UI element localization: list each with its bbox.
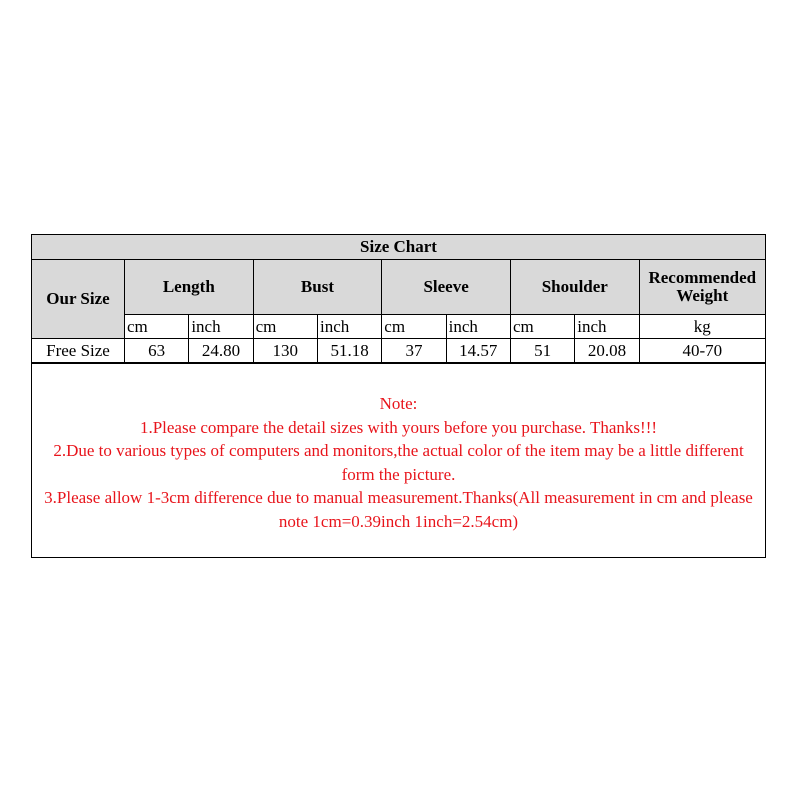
- unit-bust-inch: inch: [317, 315, 381, 339]
- size-table: [32, 235, 765, 363]
- cell-length-cm: 63: [124, 339, 188, 363]
- unit-bust-cm: cm: [253, 315, 317, 339]
- cell-bust-inch: 51.18: [317, 339, 381, 363]
- header-our-size: Our Size: [32, 260, 124, 339]
- table-title: Size Chart: [32, 235, 765, 260]
- header-length: Length: [124, 260, 253, 315]
- cell-bust-cm: 130: [253, 339, 317, 363]
- unit-sleeve-inch: inch: [446, 315, 510, 339]
- unit-length-cm: cm: [124, 315, 188, 339]
- header-weight: Recommended Weight: [639, 260, 765, 315]
- cell-shoulder-cm: 51: [510, 339, 574, 363]
- note-line-2: 2.Due to various types of computers and monitors,the actual color of the item may be a little different form the picture.: [53, 441, 744, 484]
- header-bust: Bust: [253, 260, 382, 315]
- unit-shoulder-inch: inch: [575, 315, 639, 339]
- notes-section: [32, 363, 765, 557]
- cell-sleeve-cm: 37: [382, 339, 446, 363]
- header-sleeve: Sleeve: [382, 260, 511, 315]
- cell-weight: 40-70: [639, 339, 765, 363]
- header-shoulder: Shoulder: [510, 260, 639, 315]
- unit-shoulder-cm: cm: [510, 315, 574, 339]
- size-chart: [31, 234, 766, 558]
- table-row: [32, 339, 765, 363]
- cell-shoulder-inch: 20.08: [575, 339, 639, 363]
- unit-length-inch: inch: [189, 315, 253, 339]
- note-heading: Note:: [379, 394, 418, 413]
- cell-length-inch: 24.80: [189, 339, 253, 363]
- cell-sleeve-inch: 14.57: [446, 339, 510, 363]
- cell-size: Free Size: [32, 339, 124, 363]
- note-line-1: 1.Please compare the detail sizes with yours before you purchase. Thanks!!!: [139, 417, 658, 437]
- note-line-3: 3.Please allow 1-3cm difference due to manual measurement.Thanks(All measurement in cm and please note 1cm=0.39inch 1inch=2.54cm): [44, 488, 753, 531]
- unit-sleeve-cm: cm: [382, 315, 446, 339]
- unit-weight-kg: kg: [639, 315, 765, 339]
